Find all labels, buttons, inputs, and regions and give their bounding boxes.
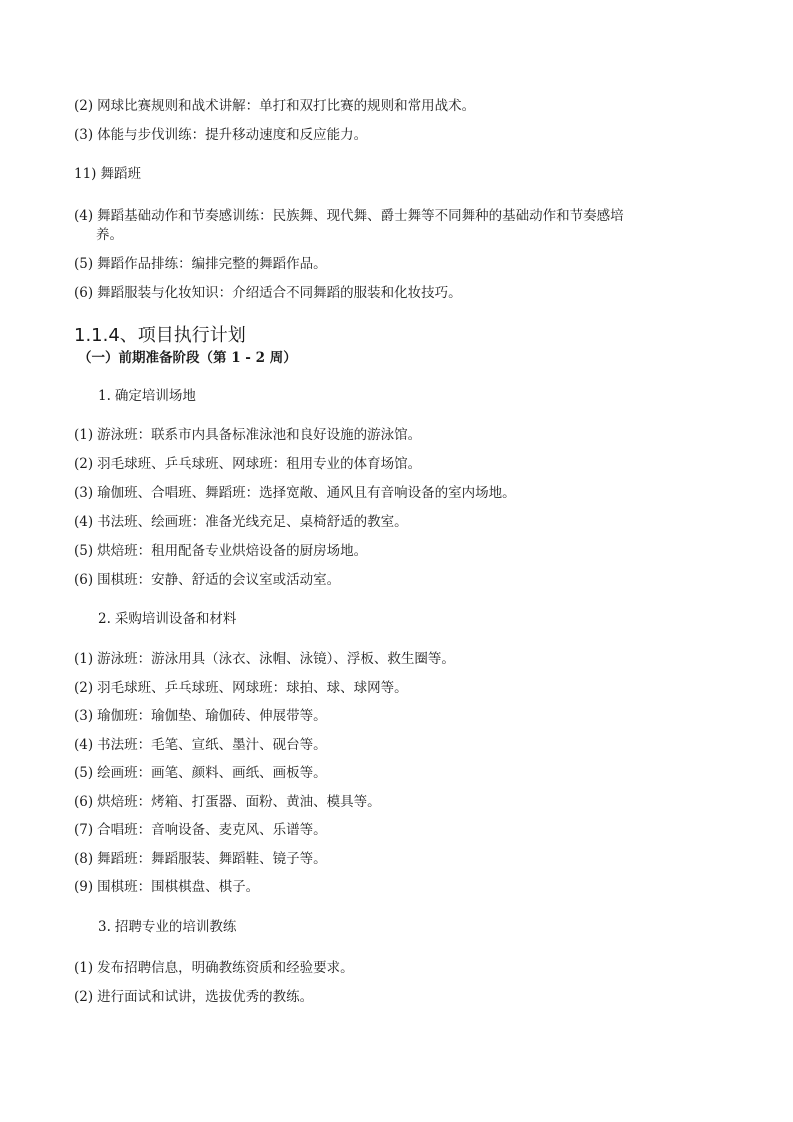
step-2-heading — [98, 610, 236, 628]
item-text: 瑜伽班、合唱班、舞蹈班：选择宽敞、通风且有音响设备的室内场地。 — [97, 485, 516, 501]
step-number: 1. — [98, 388, 111, 404]
item-number: (4) — [74, 514, 94, 530]
item-number: (3) — [74, 127, 94, 143]
equipment-item-8 — [74, 850, 327, 868]
item-number: (3) — [74, 708, 94, 724]
item-text: 舞蹈班：舞蹈服装、舞蹈鞋、镜子等。 — [97, 851, 327, 867]
item-text: 游泳班：联系市内具备标准泳池和良好设施的游泳馆。 — [97, 427, 422, 443]
dance-class-heading — [74, 165, 141, 183]
item-number: (2) — [74, 456, 94, 472]
equipment-item-6 — [74, 793, 381, 811]
item-text: 围棋班：围棋棋盘、棋子。 — [97, 879, 260, 895]
item-number: (2) — [74, 989, 94, 1005]
item-text: 进行面试和试讲，选拔优秀的教练。 — [97, 989, 314, 1005]
item-text: 瑜伽班：瑜伽垫、瑜伽砖、伸展带等。 — [97, 708, 327, 724]
dance-item-4-continuation: 养。 — [96, 227, 123, 243]
item-text: 网球比赛规则和战术讲解：单打和双打比赛的规则和常用战术。 — [97, 98, 476, 114]
venue-item-3 — [74, 484, 516, 502]
item-number: (5) — [74, 765, 94, 781]
item-text: 合唱班：音响设备、麦克风、乐谱等。 — [97, 822, 327, 838]
equipment-item-5 — [74, 764, 327, 782]
item-text: 绘画班：画笔、颜料、画纸、画板等。 — [97, 765, 327, 781]
item-number: (4) — [74, 208, 94, 224]
item-number: (8) — [74, 851, 94, 867]
item-text: 发布招聘信息，明确教练资质和经验要求。 — [97, 960, 354, 976]
step-text: 确定培训场地 — [114, 388, 196, 404]
item-text: 书法班：毛笔、宣纸、墨汁、砚台等。 — [97, 737, 327, 753]
equipment-item-9 — [74, 878, 259, 896]
item-number: (1) — [74, 651, 94, 667]
item-number: (6) — [74, 285, 94, 301]
item-number: (2) — [74, 680, 94, 696]
item-text: 游泳班：游泳用具（泳衣、泳帽、泳镜）、浮板、救生圈等。 — [97, 651, 455, 667]
venue-item-1 — [74, 426, 421, 444]
item-text: 围棋班：安静、舒适的会议室或活动室。 — [97, 572, 341, 588]
heading-text: 舞蹈班 — [100, 166, 141, 182]
item-text: 羽毛球班、乒乓球班、网球班：租用专业的体育场馆。 — [97, 456, 422, 472]
item-number: (5) — [74, 256, 94, 272]
step-1-heading — [98, 387, 196, 405]
equipment-item-3 — [74, 707, 327, 725]
item-text: 书法班、绘画班：准备光线充足、桌椅舒适的教室。 — [97, 514, 408, 530]
item-text: 舞蹈基础动作和节奏感训练：民族舞、现代舞、爵士舞等不同舞种的基础动作和节奏感培 — [97, 208, 624, 224]
step-text: 采购培训设备和材料 — [114, 611, 237, 627]
item-number: (6) — [74, 572, 94, 588]
item-text: 体能与步伐训练：提升移动速度和反应能力。 — [97, 127, 368, 143]
item-number: (1) — [74, 427, 94, 443]
item-text: 舞蹈作品排练：编排完整的舞蹈作品。 — [97, 256, 327, 272]
step-number: 2. — [98, 611, 111, 627]
tennis-item-3 — [74, 126, 367, 144]
dance-item-4 — [74, 207, 624, 225]
venue-item-4 — [74, 513, 408, 531]
item-number: (3) — [74, 485, 94, 501]
item-number: (6) — [74, 794, 94, 810]
item-text: 羽毛球班、乒乓球班、网球班：球拍、球、球网等。 — [97, 680, 408, 696]
phase-title: （一）前期准备阶段（第 1 - 2 周） — [78, 350, 297, 366]
item-number: (2) — [74, 98, 94, 114]
dance-item-6 — [74, 284, 462, 302]
step-text: 招聘专业的培训教练 — [114, 919, 237, 935]
recruit-item-1 — [74, 959, 354, 977]
venue-item-5 — [74, 542, 367, 560]
dance-item-5 — [74, 255, 327, 273]
item-number: (9) — [74, 879, 94, 895]
venue-item-2 — [74, 455, 421, 473]
tennis-item-2 — [74, 97, 475, 115]
venue-item-6 — [74, 571, 340, 589]
item-text: 烘焙班：租用配备专业烘焙设备的厨房场地。 — [97, 543, 368, 559]
recruit-item-2 — [74, 988, 313, 1006]
item-number: (5) — [74, 543, 94, 559]
section-title: 1.1.4、项目执行计划 — [74, 325, 246, 346]
item-number: (7) — [74, 822, 94, 838]
equipment-item-4 — [74, 736, 327, 754]
heading-number: 11) — [74, 166, 97, 182]
equipment-item-2 — [74, 679, 408, 697]
step-3-heading — [98, 918, 236, 936]
equipment-item-7 — [74, 821, 327, 839]
item-text: 舞蹈服装与化妆知识：介绍适合不同舞蹈的服装和化妆技巧。 — [97, 285, 462, 301]
item-number: (4) — [74, 737, 94, 753]
item-text: 烘焙班：烤箱、打蛋器、面粉、黄油、模具等。 — [97, 794, 381, 810]
item-number: (1) — [74, 960, 94, 976]
equipment-item-1 — [74, 650, 455, 668]
step-number: 3. — [98, 919, 111, 935]
